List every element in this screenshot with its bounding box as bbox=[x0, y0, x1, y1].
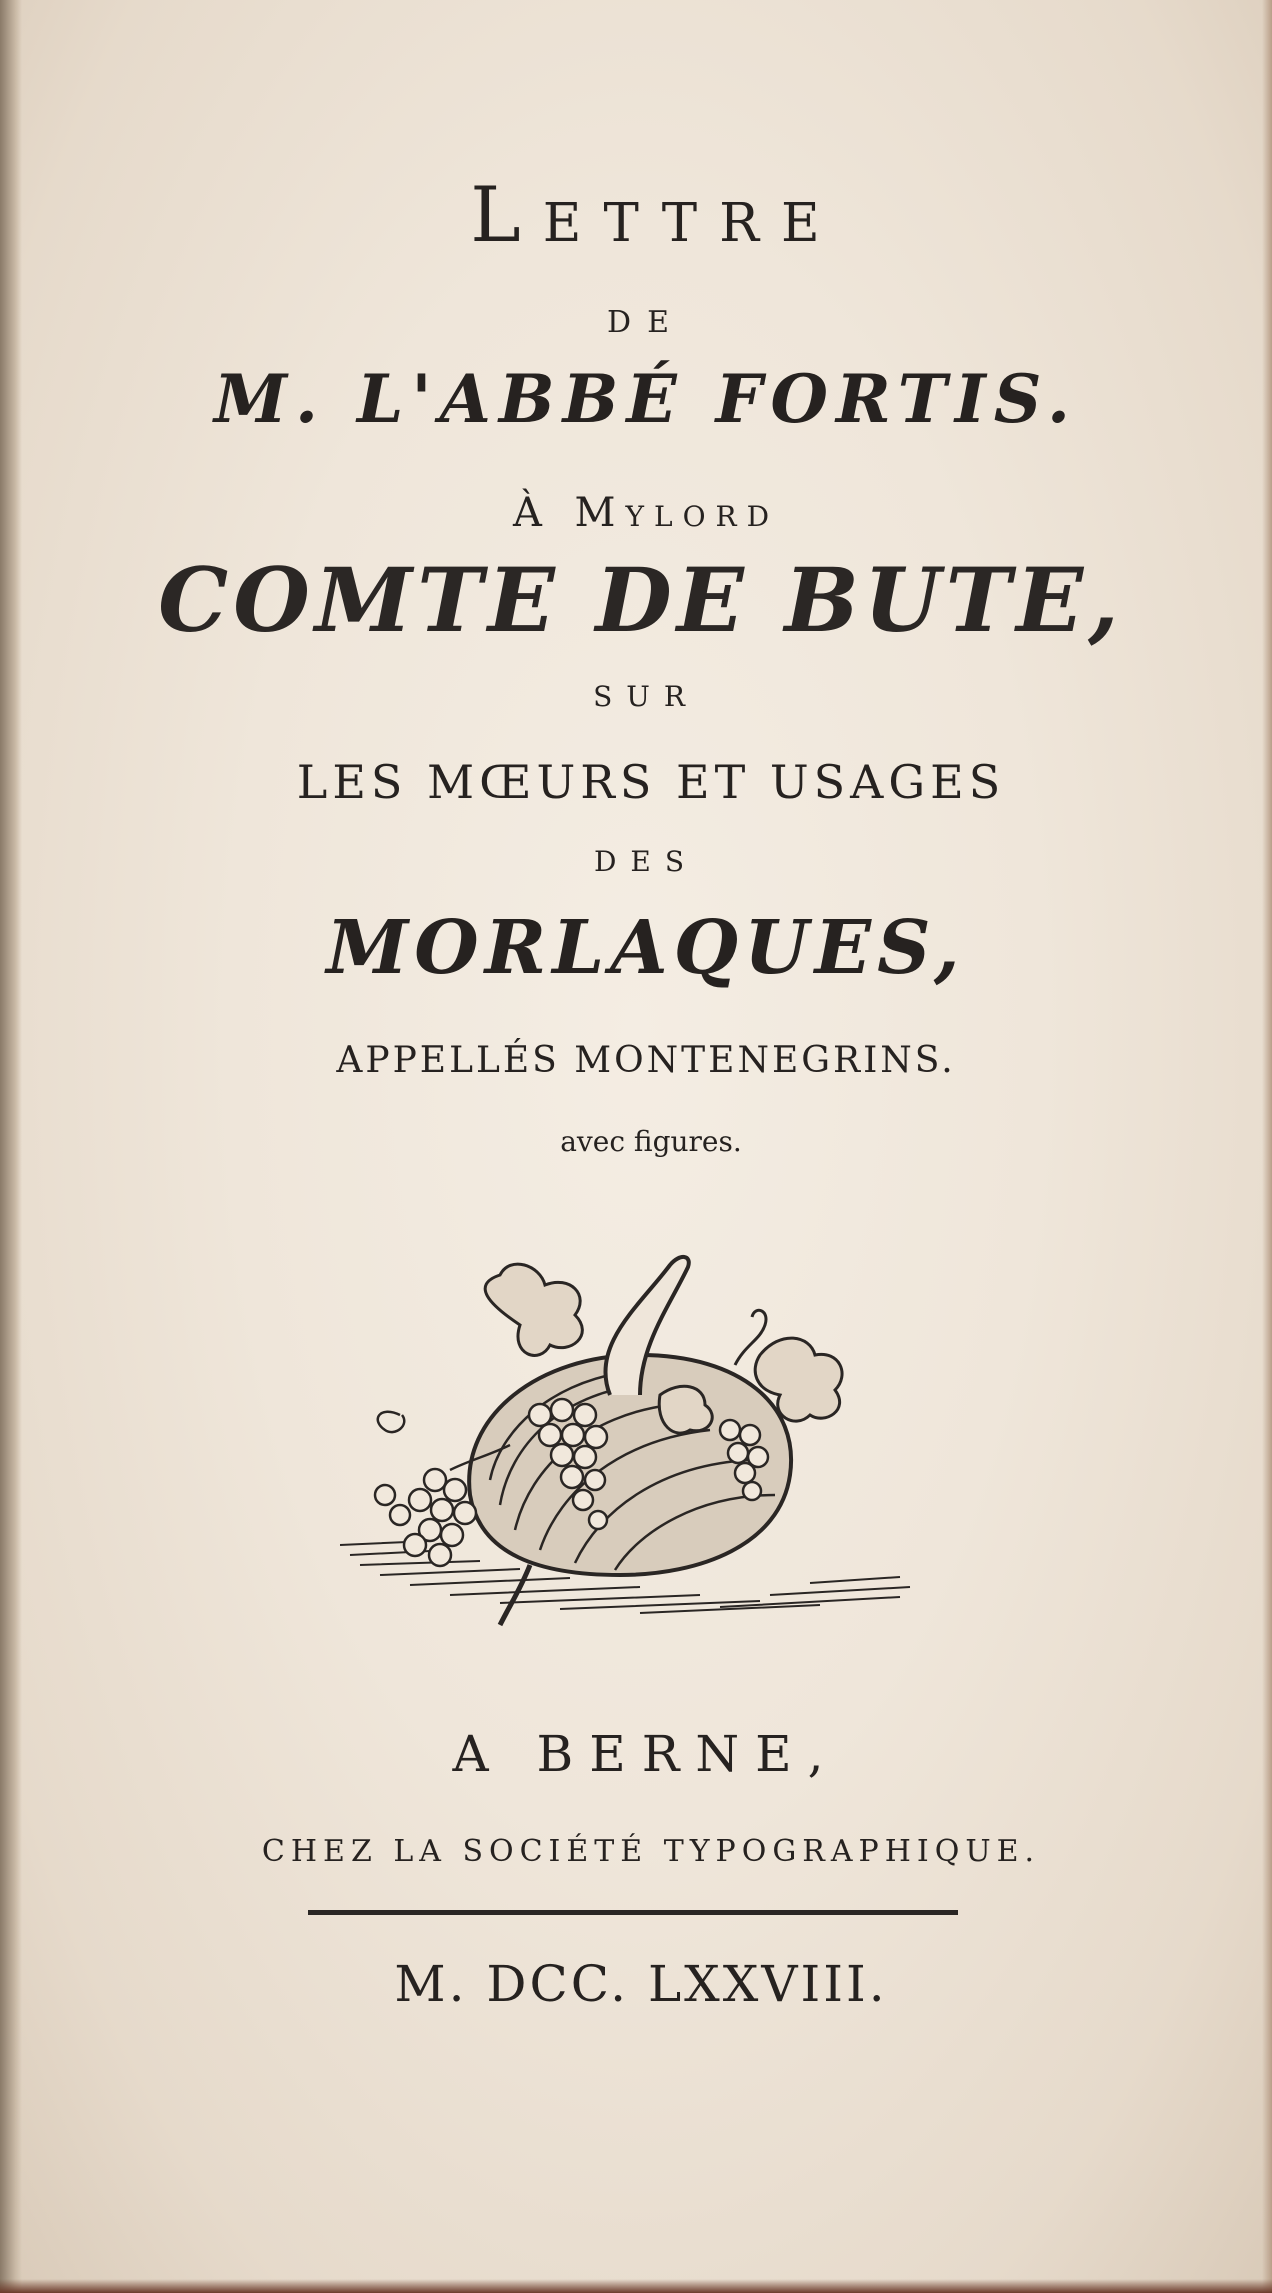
title-morlaques: MORLAQUES, bbox=[326, 905, 966, 991]
imprint-divider bbox=[308, 1910, 958, 1915]
title-author: M. L'ABBÉ FORTIS. bbox=[214, 360, 1078, 438]
fruit-and-grapes-woodcut-icon bbox=[340, 1245, 920, 1645]
title-sur: SUR bbox=[593, 680, 699, 713]
imprint-year: M. DCC. LXXVIII. bbox=[394, 1955, 888, 2013]
title-lettre: Lettre bbox=[470, 170, 842, 259]
imprint-publisher: CHEZ LA SOCIÉTÉ TYPOGRAPHIQUE. bbox=[261, 1834, 1041, 1869]
title-a-mylord: À Mylord bbox=[512, 490, 780, 536]
binding-edge bbox=[0, 2279, 1272, 2293]
title-comte-de-bute: COMTE DE BUTE, bbox=[158, 548, 1124, 652]
title-moeurs: LES MŒURS ET USAGES bbox=[296, 755, 1006, 809]
title-appelles: APPELLÉS MONTENEGRINS. bbox=[336, 1040, 956, 1081]
title-des: DES bbox=[593, 845, 699, 878]
title-avec-figures: avec figures. bbox=[560, 1125, 742, 1158]
title-de: DE bbox=[607, 305, 685, 340]
imprint-place: A BERNE, bbox=[452, 1725, 840, 1783]
